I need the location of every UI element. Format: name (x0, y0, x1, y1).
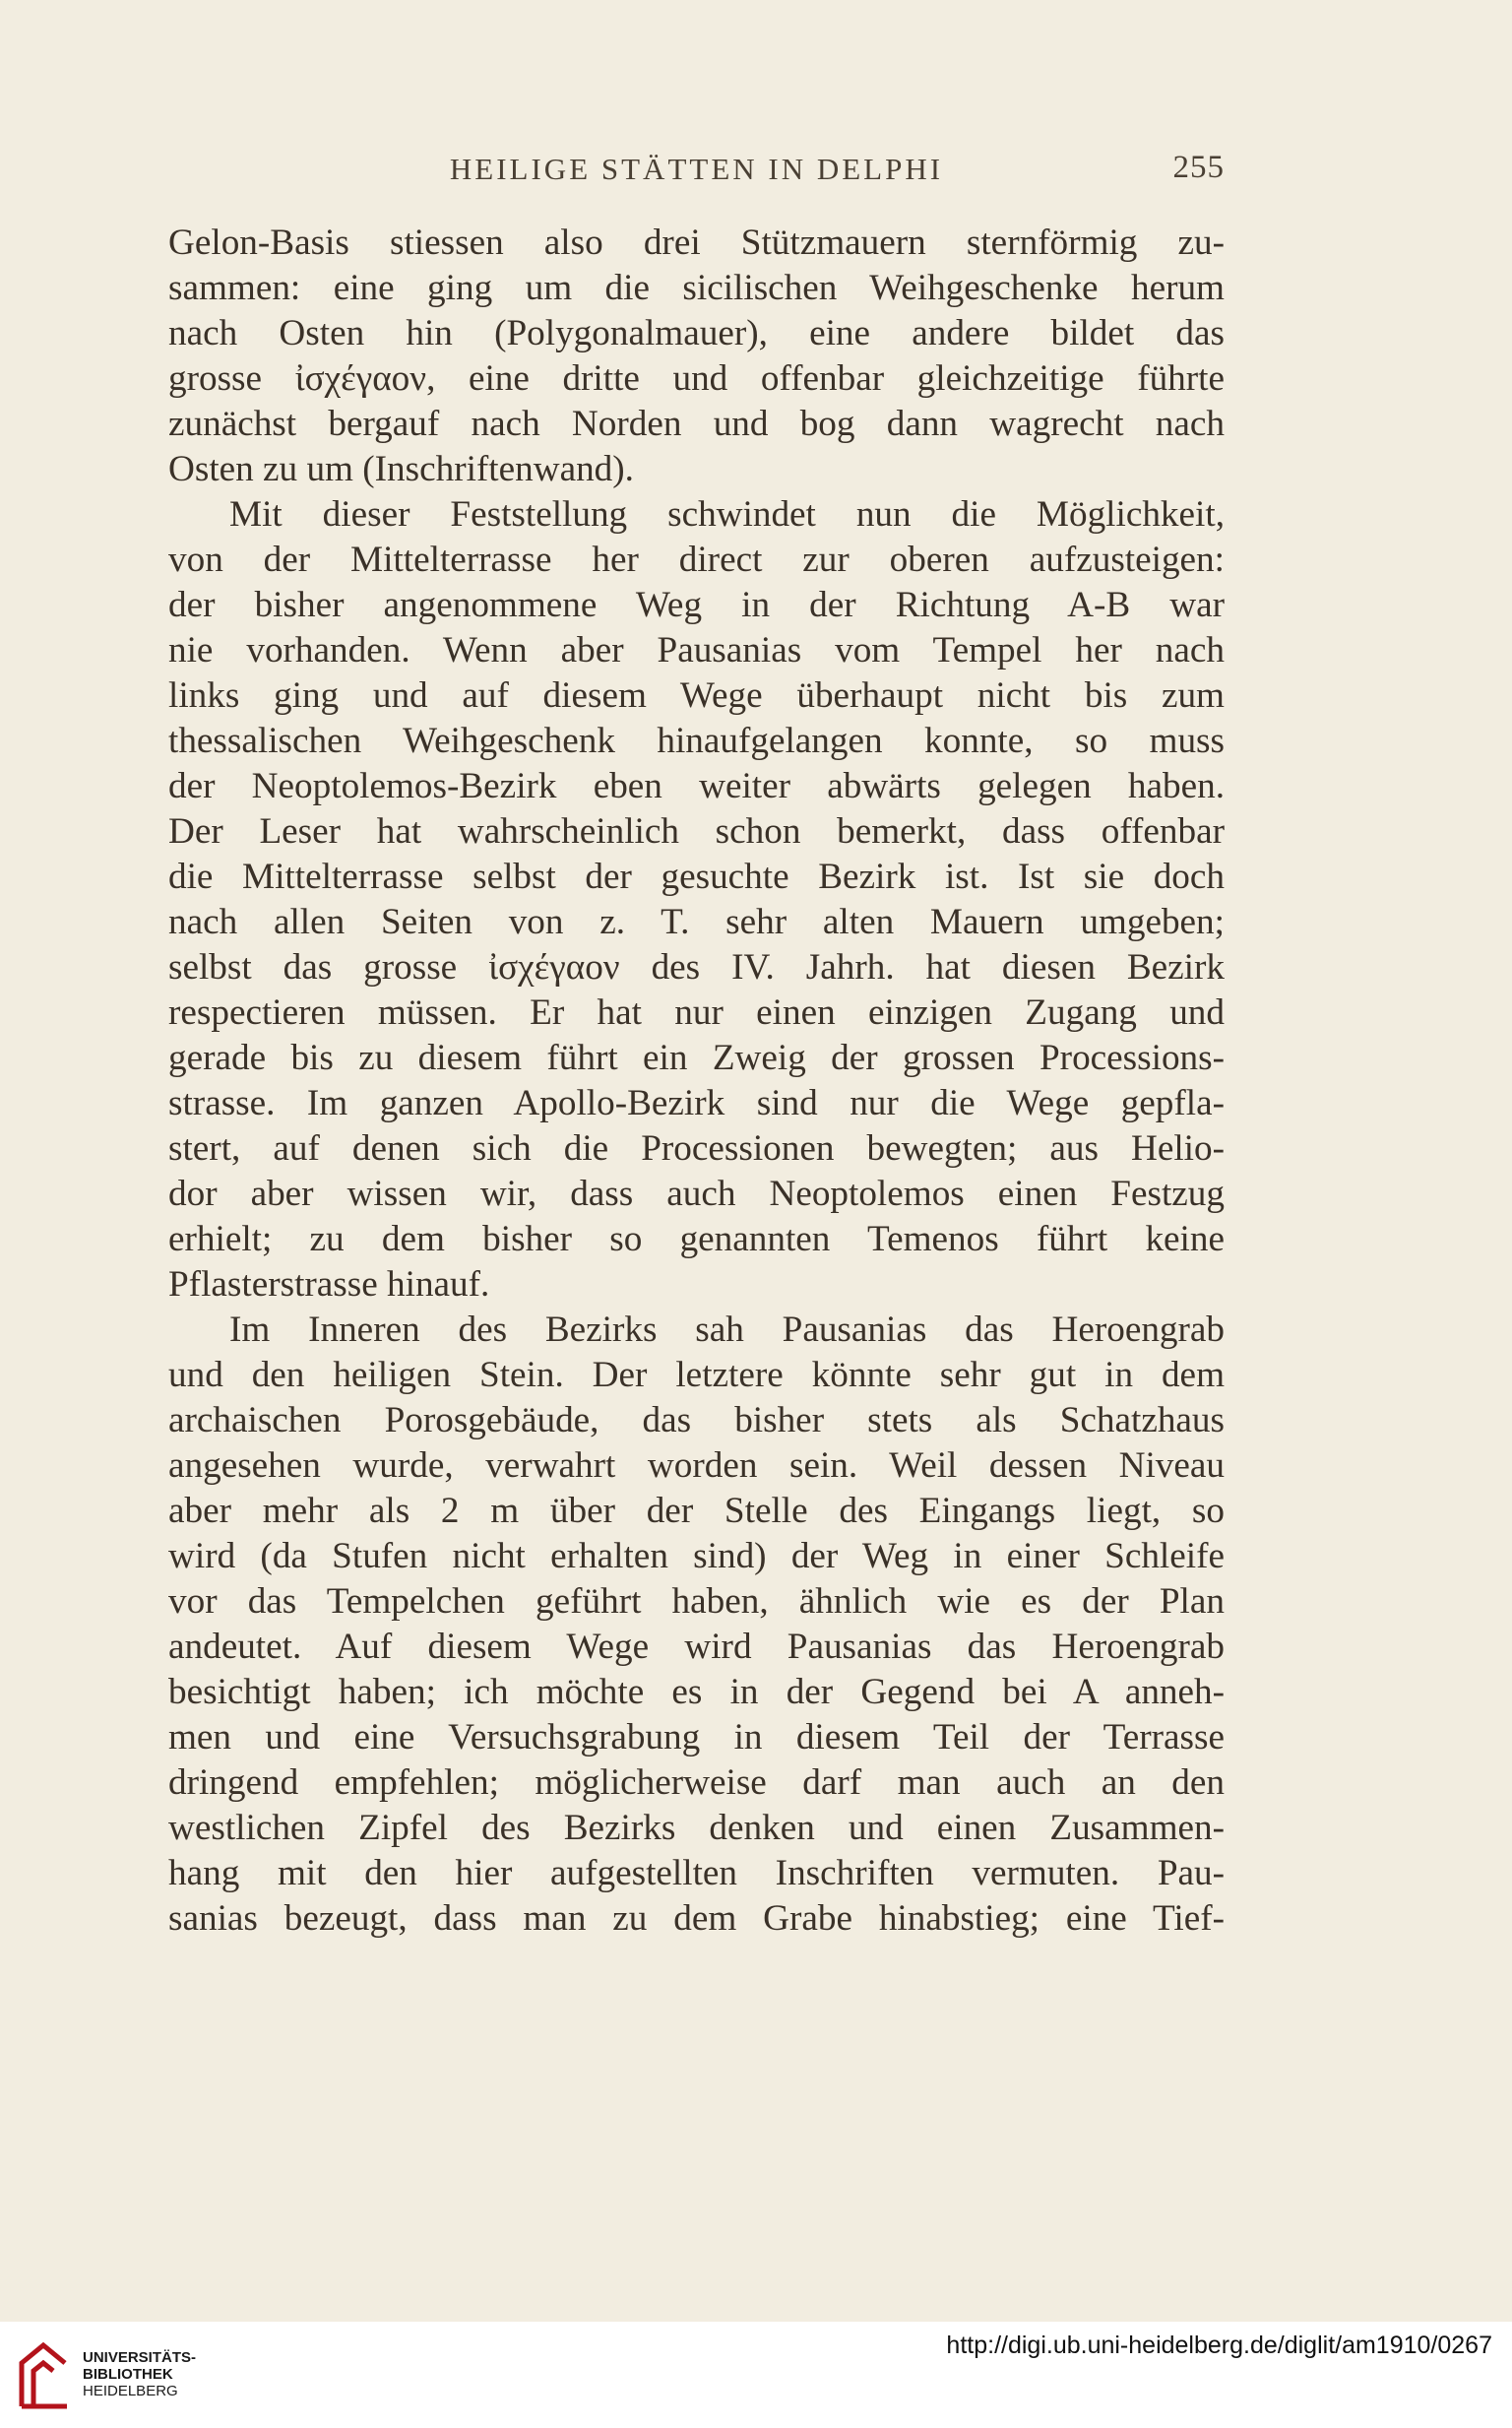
text-line: grosse ἰσχέγαον, eine dritte und offenbar gleichzeitige führte (168, 358, 1225, 399)
text-line: respectieren müssen. Er hat nur einen einzigen Zugang und (168, 992, 1225, 1033)
text-line: thessalischen Weihgeschenk hinaufgelangen konnte, so muss (168, 721, 1225, 761)
text-line: links ging und auf diesem Wege überhaupt nicht bis zum (168, 675, 1225, 716)
text-line: der bisher angenommene Weg in der Richtung A-B war (168, 585, 1225, 625)
text-line: die Mittelterrasse selbst der gesuchte Bezirk ist. Ist sie doch (168, 857, 1225, 897)
text-line: besichtigt haben; ich möchte es in der Gegend bei A anneh- (168, 1672, 1225, 1712)
text-line: westlichen Zipfel des Bezirks denken und einen Zusammen- (168, 1808, 1225, 1848)
page-header (168, 146, 1225, 195)
text-line: Osten zu um (Inschriftenwand). (168, 449, 634, 489)
text-line: Mit dieser Feststellung schwindet nun die Möglichkeit, (229, 494, 1225, 535)
text-line: der Neoptolemos-Bezirk eben weiter abwärts gelegen haben. (168, 766, 1225, 806)
logo-line: UNIVERSITÄTS- (83, 2349, 197, 2366)
text-line: Gelon-Basis stiessen also drei Stützmauern sternförmig zu- (168, 223, 1225, 263)
text-line: gerade bis zu diesem führt ein Zweig der grossen Processions- (168, 1038, 1225, 1078)
library-logo[interactable] (14, 2337, 211, 2416)
text-line: Pflasterstrasse hinauf. (168, 1264, 490, 1305)
viewer-footer (0, 2322, 1512, 2428)
text-line: von der Mittelterrasse her direct zur oberen aufzusteigen: (168, 540, 1225, 580)
text-line: zunächst bergauf nach Norden und bog dann wagrecht nach (168, 404, 1225, 444)
text-line: dringend empfehlen; möglicherweise darf man auch an den (168, 1762, 1225, 1803)
text-line: nie vorhanden. Wenn aber Pausanias vom Tempel her nach (168, 630, 1225, 671)
text-line: men und eine Versuchsgrabung in diesem Teil der Terrasse (168, 1717, 1225, 1757)
text-line: archaischen Porosgebäude, das bisher stets als Schatzhaus (168, 1400, 1225, 1440)
library-logo-text (83, 2349, 196, 2399)
text-line: erhielt; zu dem bisher so genannten Temenos führt keine (168, 1219, 1225, 1259)
text-line: aber mehr als 2 m über der Stelle des Eingangs liegt, so (168, 1491, 1225, 1531)
page-number: 255 (1172, 150, 1225, 185)
library-logo-icon (14, 2337, 75, 2416)
text-line: und den heiligen Stein. Der letztere könnte sehr gut in dem (168, 1355, 1225, 1395)
text-line: Der Leser hat wahrscheinlich schon bemerkt, dass offenbar (168, 811, 1225, 852)
logo-line: HEIDELBERG (83, 2383, 178, 2399)
text-line: Im Inneren des Bezirks sah Pausanias das Heroengrab (229, 1310, 1225, 1350)
text-line: stert, auf denen sich die Processionen bewegten; aus Helio- (168, 1128, 1225, 1169)
text-line: sammen: eine ging um die sicilischen Weihgeschenke herum (168, 268, 1225, 308)
text-line: angesehen wurde, verwahrt worden sein. Weil dessen Niveau (168, 1445, 1225, 1486)
text-line: sanias bezeugt, dass man zu dem Grabe hinabstieg; eine Tief- (168, 1898, 1225, 1939)
text-line: strasse. Im ganzen Apollo-Bezirk sind nur die Wege gepfla- (168, 1083, 1225, 1123)
text-line: nach allen Seiten von z. T. sehr alten Mauern umgeben; (168, 902, 1225, 942)
text-line: vor das Tempelchen geführt haben, ähnlich wie es der Plan (168, 1581, 1225, 1622)
text-line: dor aber wissen wir, dass auch Neoptolemos einen Festzug (168, 1174, 1225, 1214)
text-line: andeutet. Auf diesem Wege wird Pausanias das Heroengrab (168, 1627, 1225, 1667)
text-line: selbst das grosse ἰσχέγαον des IV. Jahrh. hat diesen Bezirk (168, 947, 1225, 988)
logo-line: BIBLIOTHEK (83, 2366, 173, 2383)
body-text (168, 221, 1225, 1942)
text-line: wird (da Stufen nicht erhalten sind) der Weg in einer Schleife (168, 1536, 1225, 1576)
permalink-url[interactable]: http://digi.ub.uni-heidelberg.de/diglit/am1910/0267 (946, 2332, 1492, 2359)
text-line: hang mit den hier aufgestellten Inschriften vermuten. Pau- (168, 1853, 1225, 1893)
running-title: HEILIGE STÄTTEN IN DELPHI (449, 152, 944, 186)
text-line: nach Osten hin (Polygonalmauer), eine andere bildet das (168, 313, 1225, 353)
